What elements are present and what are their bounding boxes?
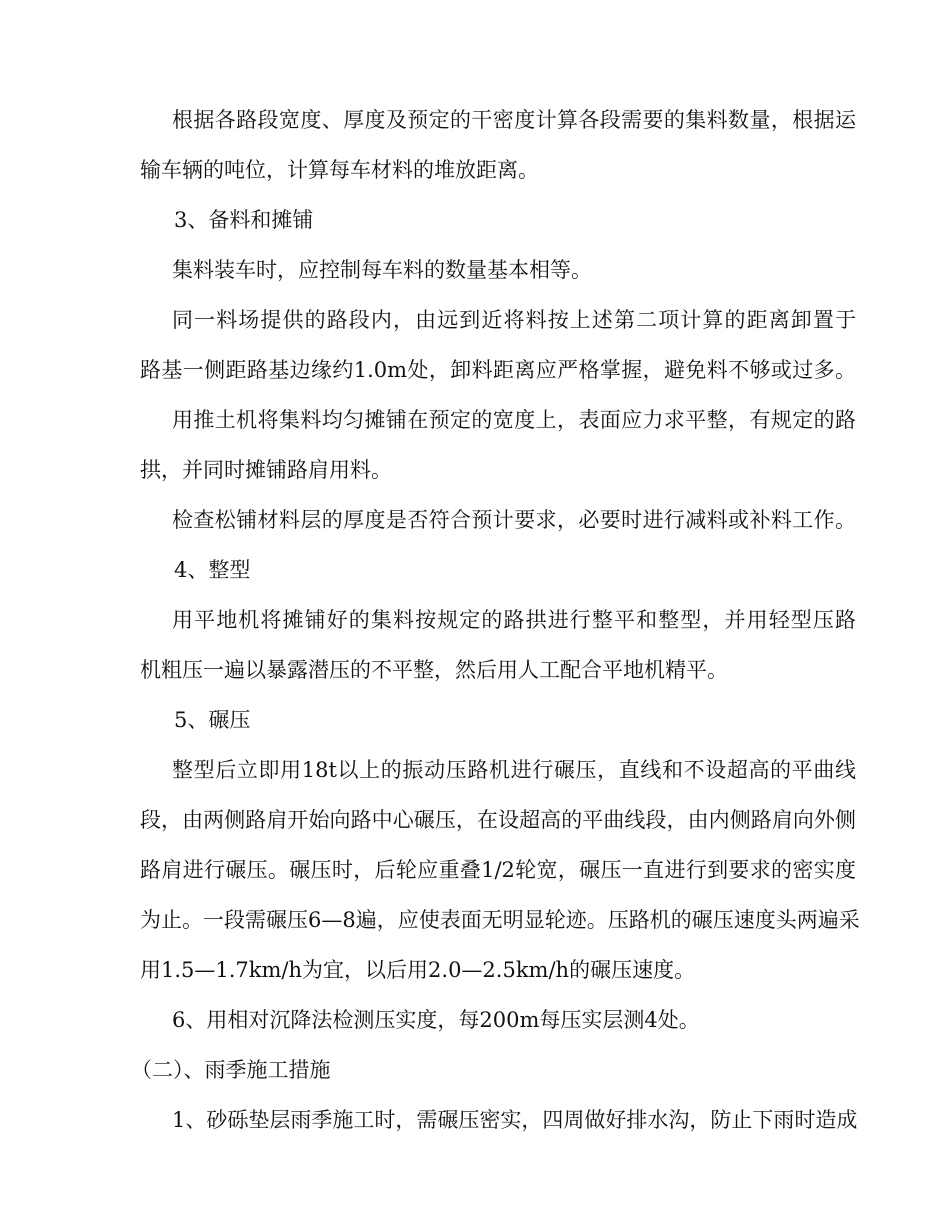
paragraph-line: 用推土机将集料均匀摊铺在预定的宽度上，表面应力求平整，有规定的路 <box>172 408 856 432</box>
paragraph-line: 根据各路段宽度、厚度及预定的干密度计算各段需要的集料数量，根据运 <box>172 108 856 132</box>
paragraph-line: 为止。一段需碾压6—8遍，应使表面无明显轮迹。压路机的碾压速度头两遍采 <box>140 908 860 932</box>
section-title: （二）、雨季施工措施 <box>131 1058 331 1082</box>
paragraph-line: 1、砂砾垫层雨季施工时，需碾压密实，四周做好排水沟，防止下雨时造成 <box>172 1108 858 1132</box>
paragraph-line: 整型后立即用18t以上的振动压路机进行碾压，直线和不设超高的平曲线 <box>172 758 856 782</box>
paragraph-line: 路基一侧距路基边缘约1.0m处，卸料距离应严格掌握，避免料不够或过多。 <box>140 358 856 382</box>
paragraph-line: 同一料场提供的路段内，由远到近将料按上述第二项计算的距离卸置于 <box>172 308 856 332</box>
paragraph-line: 6、用相对沉降法检测压实度，每200m每压实层测4处。 <box>172 1008 700 1032</box>
section-heading: 3、备料和摊铺 <box>174 208 314 232</box>
paragraph-line: 检查松铺材料层的厚度是否符合预计要求，必要时进行减料或补料工作。 <box>172 508 856 532</box>
paragraph-line: 用1.5—1.7km/h为宜，以后用2.0—2.5km/h的碾压速度。 <box>140 958 696 982</box>
paragraph-line: 用平地机将摊铺好的集料按规定的路拱进行整平和整型，并用轻型压路 <box>172 608 856 632</box>
section-heading: 4、整型 <box>174 558 251 582</box>
paragraph-line: 机粗压一遍以暴露潜压的不平整，然后用人工配合平地机精平。 <box>140 658 728 682</box>
paragraph-line: 段，由两侧路肩开始向路中心碾压，在设超高的平曲线段，由内侧路肩向外侧 <box>140 808 856 832</box>
section-heading: 5、碾压 <box>174 708 251 732</box>
paragraph-line: 集料装车时，应控制每车料的数量基本相等。 <box>172 258 592 282</box>
paragraph-line: 输车辆的吨位，计算每车材料的堆放距离。 <box>140 158 539 182</box>
paragraph-line: 拱，并同时摊铺路肩用料。 <box>140 458 392 482</box>
paragraph-line: 路肩进行碾压。碾压时，后轮应重叠1/2轮宽，碾压一直进行到要求的密实度 <box>140 858 856 882</box>
